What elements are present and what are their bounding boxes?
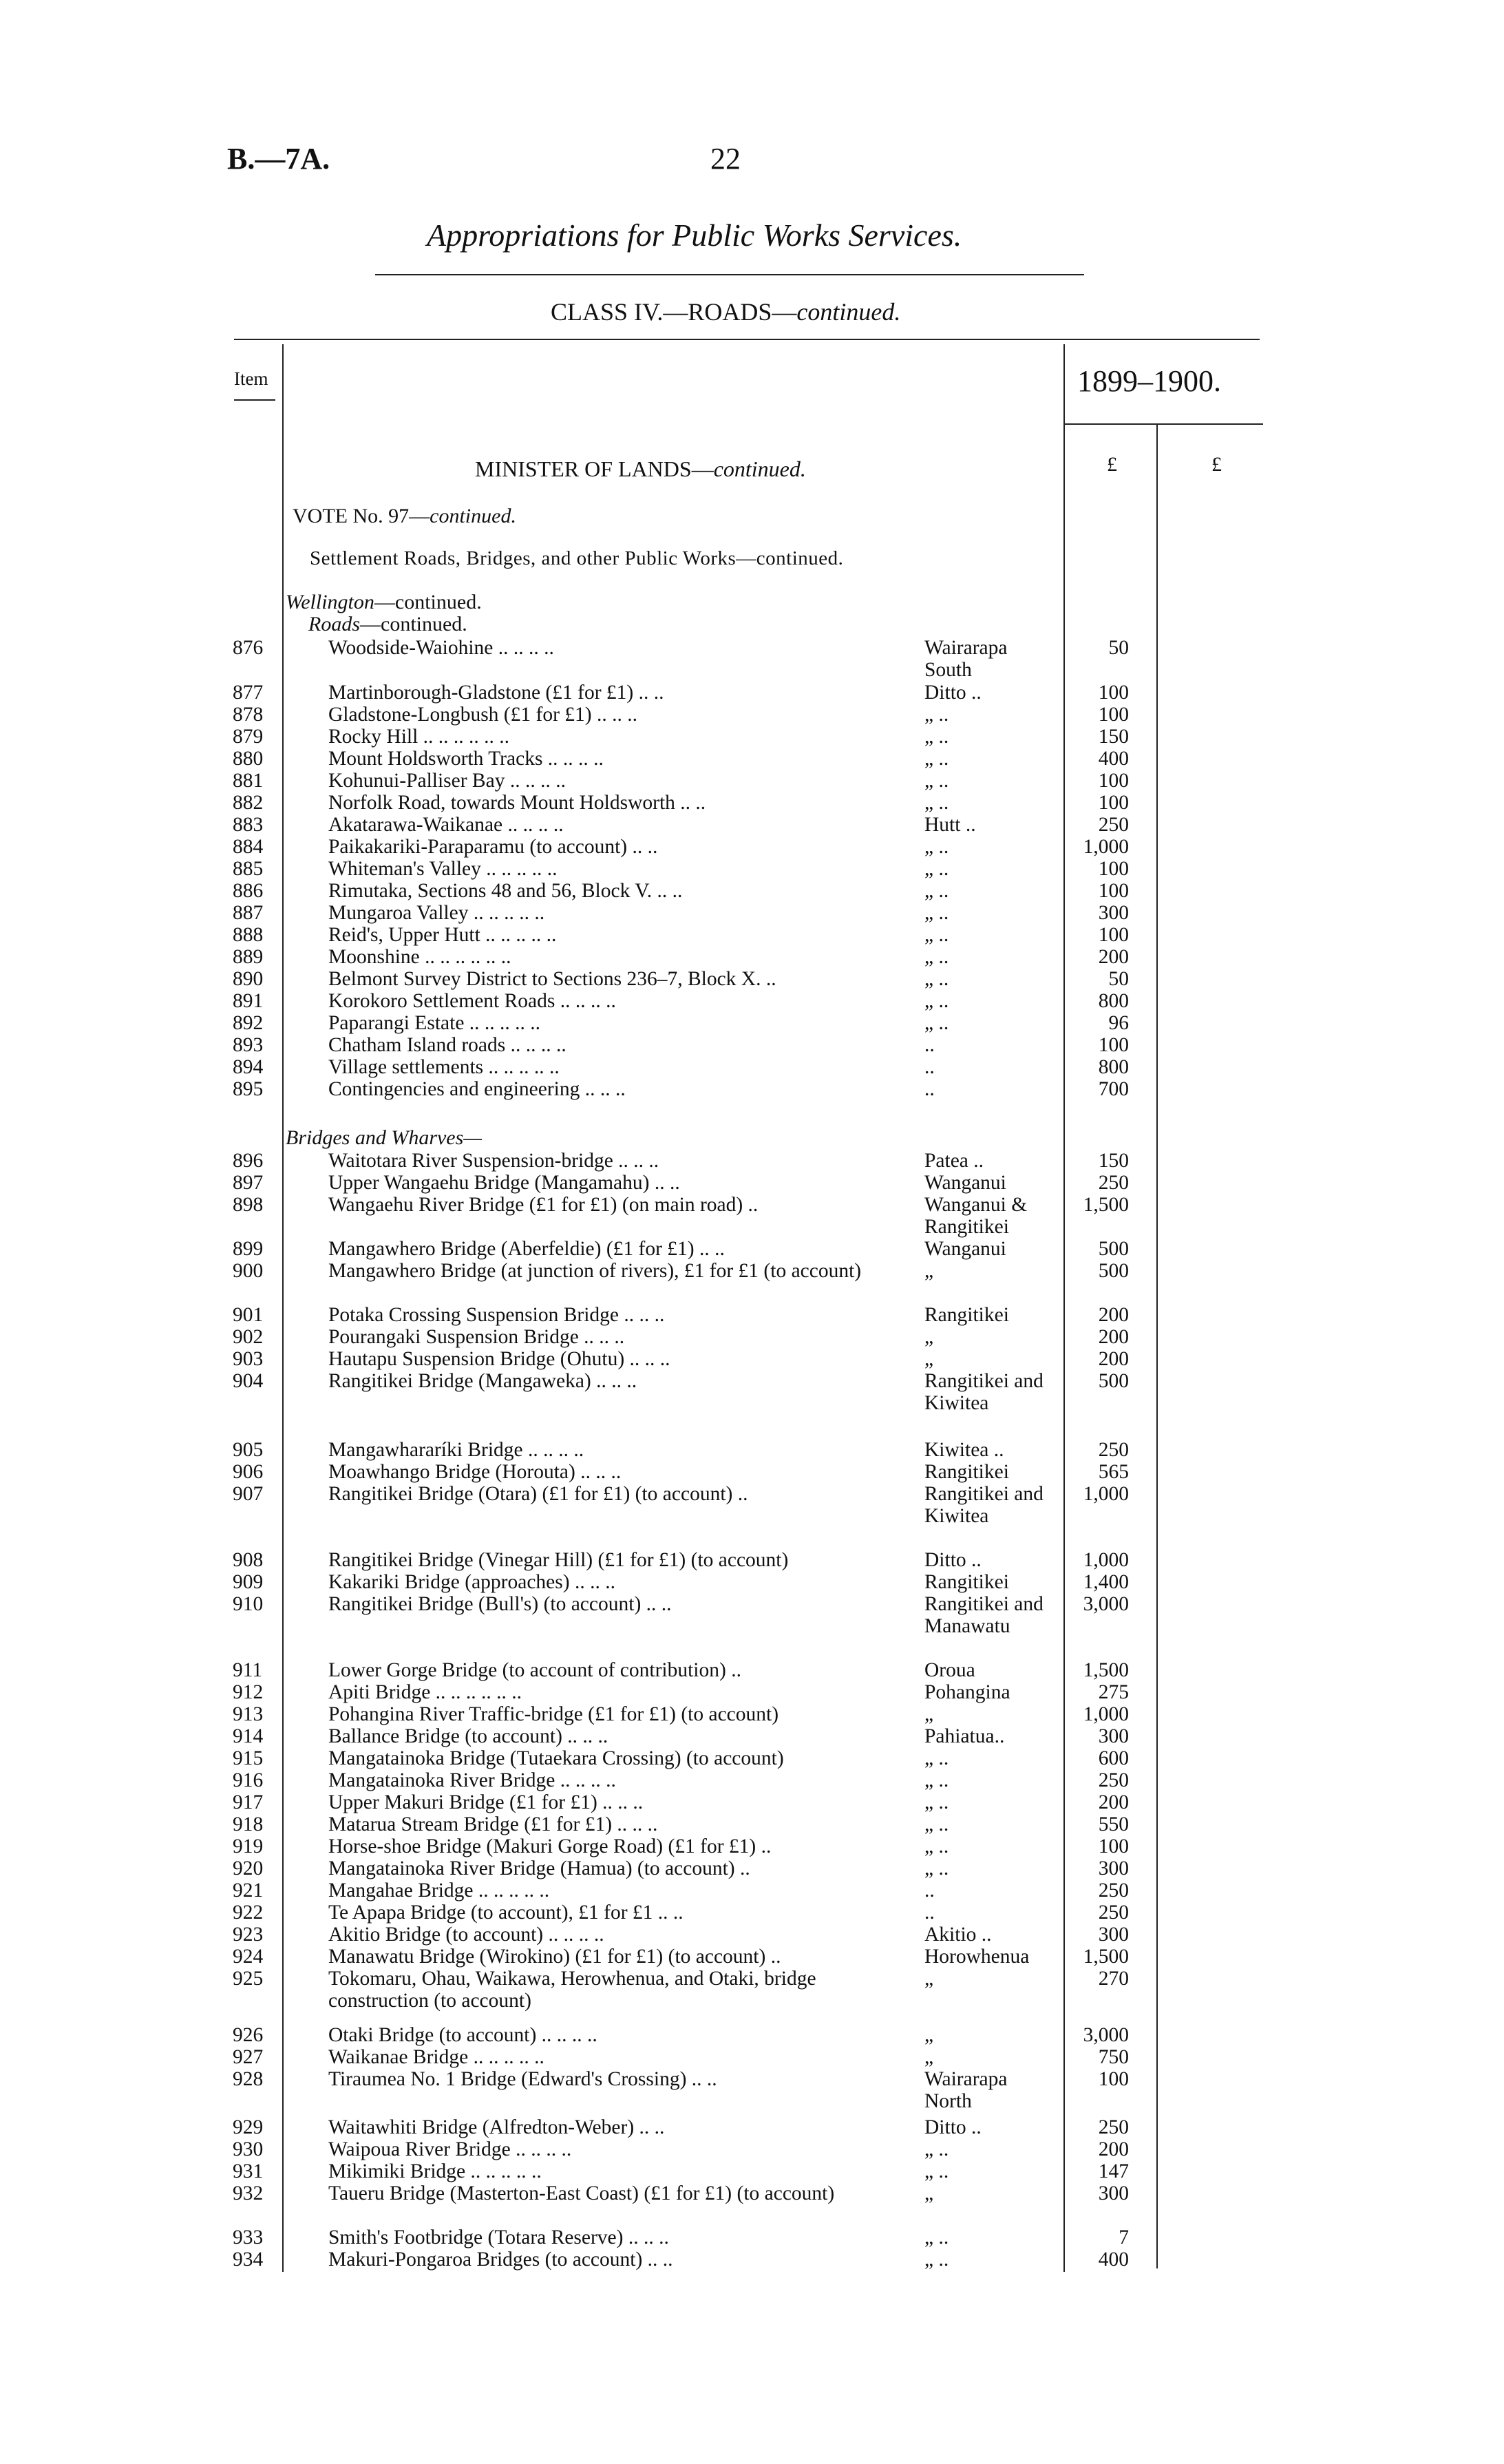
item-column-header: Item (234, 368, 268, 389)
class-heading: CLASS IV.—ROADS—continued. (551, 298, 901, 326)
page-title: Appropriations for Public Works Services. (427, 218, 962, 253)
left-column-rule (282, 344, 284, 2272)
title-rule (375, 274, 1084, 275)
bridges-subheading: Bridges and Wharves— (286, 1126, 482, 1149)
currency-symbol-1: £ (1107, 453, 1117, 476)
class-rule (234, 339, 1260, 340)
minister-heading: MINISTER OF LANDS—continued. (475, 456, 806, 481)
item-underline (234, 399, 275, 401)
vote-heading: VOTE No. 97—continued. (293, 505, 516, 527)
year-column-header: 1899–1900. (1077, 364, 1221, 398)
wellington-subheading: Wellington—continued. (286, 591, 482, 613)
currency-column-rule (1156, 423, 1158, 2268)
roads-subheading: Roads—continued. (308, 613, 467, 635)
document-code: B.—7A. (227, 142, 330, 176)
year-rule (1063, 423, 1263, 425)
page-number: 22 (710, 142, 741, 176)
settlement-heading: Settlement Roads, Bridges, and other Public Works—continued. (310, 547, 844, 569)
currency-symbol-2: £ (1211, 453, 1222, 476)
